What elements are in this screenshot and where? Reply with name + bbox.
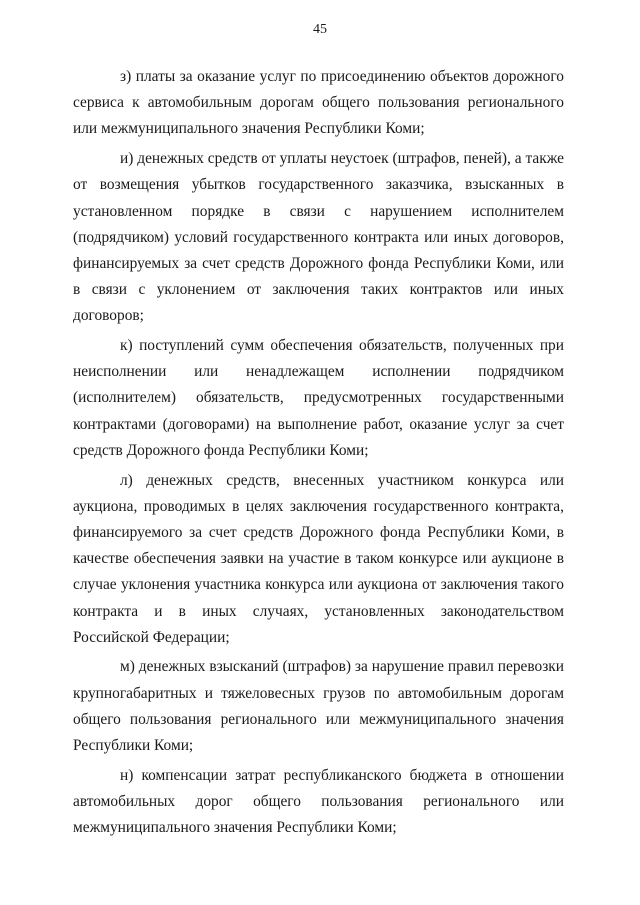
page-number: 45	[313, 22, 327, 37]
paragraph-z: з) платы за оказание услуг по присоединению объектов дорожного сервиса к автомобильным дорогам общего пользования регионального или межмуниципального значения Республики Коми;	[73, 68, 564, 138]
paragraph-m: м) денежных взысканий (штрафов) за нарушение правил перевозки крупногабаритных и тяжеловесных грузов по автомобильным дорогам общего пользования регионального или межмуниципального значения Республики Коми;	[73, 658, 564, 755]
paragraph-k: к) поступлений сумм обеспечения обязательств, полученных при неисполнении или ненадлежащем исполнении подрядчиком (исполнителем) обязательств, предусмотренных государственными контрактами (договорами) на выполнение работ, оказание услуг за счет средств Дорожного фонда Республики Коми;	[73, 337, 564, 459]
paragraph-i: и) денежных средств от уплаты неустоек (штрафов, пеней), а также от возмещения убытков государственного заказчика, взысканных в установленном порядке в связи с нарушением исполнителем (подрядчиком) условий государственного контракта или иных договоров, финансируемых за счет средств Дорожного фонда Республики Коми, или в связи с уклонением от заключения таких контрактов или иных договоров;	[73, 150, 564, 325]
paragraph-l: л) денежных средств, внесенных участником конкурса или аукциона, проводимых в целях заключения государственного контракта, финансируемого за счет средств Дорожного фонда Республики Коми, в качестве обеспечения заявки на участие в таком конкурсе или аукционе в случае уклонения участника конкурса или аукциона от заключения такого контракта и в иных случаях, установленных законодательством Российской Федерации;	[73, 471, 564, 646]
document-body	[73, 64, 564, 845]
paragraph-n: н) компенсации затрат республиканского бюджета в отношении автомобильных дорог общего пользования регионального или межмуниципального значения Республики Коми;	[73, 766, 564, 837]
